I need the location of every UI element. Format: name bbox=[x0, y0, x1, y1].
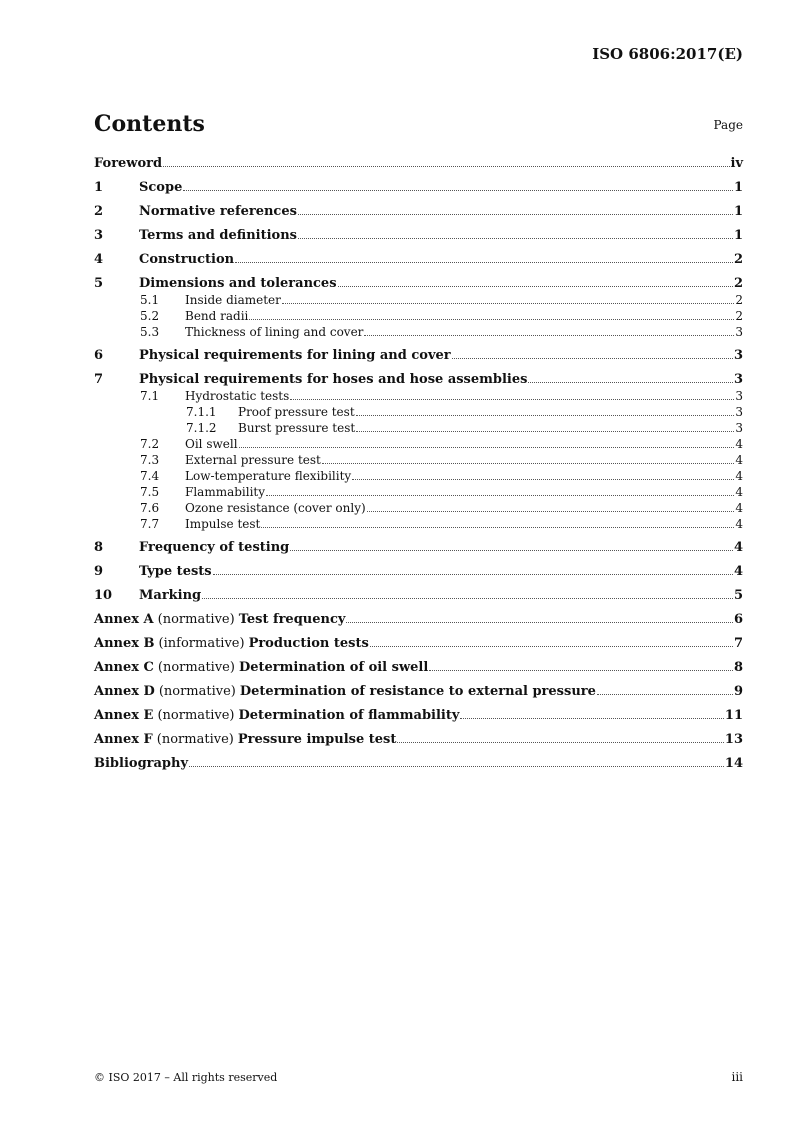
annex-title: Determination of flammability bbox=[238, 708, 460, 723]
dot-leader bbox=[356, 414, 735, 416]
toc-entry-page: 6 bbox=[733, 612, 743, 627]
toc-entry-hoses-assemblies[interactable] bbox=[94, 372, 743, 388]
toc-entry-title: Hydrostatic tests bbox=[185, 389, 290, 403]
toc-entry-construction[interactable] bbox=[94, 252, 743, 268]
toc-entry-title: Low-temperature flexibility bbox=[185, 469, 352, 483]
toc-entry-title: Terms and definitions bbox=[139, 228, 297, 243]
toc-entry-number: 7.2 bbox=[140, 437, 160, 451]
dot-leader bbox=[364, 334, 734, 336]
page-number: iii bbox=[731, 1070, 743, 1084]
toc-annex-f[interactable] bbox=[94, 732, 743, 748]
toc-entry-type-tests[interactable] bbox=[94, 564, 743, 580]
dot-leader bbox=[202, 597, 733, 599]
toc-entry-title: Bibliography bbox=[94, 756, 189, 771]
toc-entry-title: Proof pressure test bbox=[238, 405, 355, 419]
toc-entry-page: 9 bbox=[733, 684, 743, 699]
toc-entry-page: 4 bbox=[733, 540, 743, 555]
dot-leader bbox=[528, 381, 732, 383]
dot-leader bbox=[213, 573, 733, 575]
toc-entry-page: 7 bbox=[733, 636, 743, 651]
toc-entry-page: 4 bbox=[735, 501, 743, 515]
toc-entry-page: 1 bbox=[733, 204, 743, 219]
annex-label: Annex E bbox=[94, 708, 154, 723]
toc-entry-lining-cover[interactable] bbox=[94, 348, 743, 364]
dot-leader bbox=[452, 357, 733, 359]
dot-leader bbox=[290, 398, 734, 400]
toc-entry-page: 11 bbox=[724, 708, 743, 723]
toc-entry-frequency-testing[interactable] bbox=[94, 540, 743, 556]
toc-entry-page: 3 bbox=[735, 389, 743, 403]
dot-leader bbox=[235, 261, 733, 263]
annex-title: Pressure impulse test bbox=[237, 732, 397, 747]
toc-entry-number: 6 bbox=[94, 348, 104, 363]
toc-subentry-7-1-1[interactable] bbox=[94, 404, 743, 420]
toc-entry-normative-references[interactable] bbox=[94, 204, 743, 220]
toc-entry-page: 4 bbox=[735, 453, 743, 467]
toc-entry-page: 3 bbox=[733, 372, 743, 387]
toc-subentry-5-3[interactable] bbox=[94, 324, 743, 340]
toc-entry-number: 3 bbox=[94, 228, 104, 243]
dot-leader bbox=[397, 741, 724, 743]
annex-kind: (informative) bbox=[158, 636, 245, 651]
toc-entry-number: 4 bbox=[94, 252, 104, 267]
dot-leader bbox=[597, 693, 733, 695]
toc-entry-title: Ozone resistance (cover only) bbox=[185, 501, 366, 515]
toc-entry-title: Marking bbox=[139, 588, 202, 603]
toc-entry-page: 4 bbox=[735, 485, 743, 499]
toc-entry-page: 2 bbox=[733, 276, 743, 291]
toc-entry-number: 7.3 bbox=[140, 453, 160, 467]
toc-entry-page: 3 bbox=[735, 405, 743, 419]
toc-entry-title: Inside diameter bbox=[185, 293, 281, 307]
toc-subentry-7-1[interactable] bbox=[94, 388, 743, 404]
toc-entry-number: 9 bbox=[94, 564, 104, 579]
annex-label: Annex B bbox=[94, 636, 155, 651]
toc-entry-title: Burst pressure test bbox=[238, 421, 356, 435]
annex-kind: (normative) bbox=[157, 612, 235, 627]
dot-leader bbox=[249, 318, 734, 320]
toc-entry-number: 7.6 bbox=[140, 501, 160, 515]
toc-entry-page: 2 bbox=[733, 252, 743, 267]
toc-entry-terms-definitions[interactable] bbox=[94, 228, 743, 244]
toc-entry-title: Type tests bbox=[139, 564, 212, 579]
toc-entry-number: 2 bbox=[94, 204, 104, 219]
table-of-contents bbox=[94, 156, 743, 772]
toc-entry-number: 7.1.1 bbox=[186, 405, 217, 419]
toc-subentry-7-6[interactable] bbox=[94, 500, 743, 516]
toc-entry-page: 3 bbox=[735, 421, 743, 435]
dot-leader bbox=[346, 621, 733, 623]
annex-label: Annex D bbox=[94, 684, 155, 699]
dot-leader bbox=[282, 302, 734, 304]
toc-entry-number: 5.1 bbox=[140, 293, 160, 307]
toc-entry-title: Scope bbox=[139, 180, 183, 195]
page-column-label: Page bbox=[713, 118, 743, 132]
dot-leader bbox=[266, 494, 734, 496]
toc-subentry-5-2[interactable] bbox=[94, 308, 743, 324]
toc-entry-title: Dimensions and tolerances bbox=[139, 276, 337, 291]
toc-entry-number: 1 bbox=[94, 180, 104, 195]
toc-entry-page: 2 bbox=[735, 293, 743, 307]
toc-annex-d[interactable] bbox=[94, 684, 743, 700]
toc-entry-title: Oil swell bbox=[185, 437, 238, 451]
toc-entry-number: 7 bbox=[94, 372, 104, 387]
dot-leader bbox=[261, 526, 734, 528]
toc-entry-page: 14 bbox=[724, 756, 743, 771]
contents-title: Contents bbox=[94, 111, 205, 137]
dot-leader bbox=[356, 430, 734, 432]
toc-entry-number: 7.1 bbox=[140, 389, 160, 403]
toc-entry-title: Thickness of lining and cover bbox=[185, 325, 364, 339]
toc-entry-page: iv bbox=[730, 156, 743, 171]
annex-kind: (normative) bbox=[158, 684, 236, 699]
toc-annex-a[interactable] bbox=[94, 612, 743, 628]
dot-leader bbox=[189, 765, 724, 767]
annex-kind: (normative) bbox=[157, 708, 235, 723]
dot-leader bbox=[370, 645, 733, 647]
toc-entry-page: 1 bbox=[733, 228, 743, 243]
toc-entry-number: 5.2 bbox=[140, 309, 160, 323]
annex-label: Annex F bbox=[94, 732, 153, 747]
toc-annex-c[interactable] bbox=[94, 660, 743, 676]
copyright-notice: © ISO 2017 – All rights reserved bbox=[94, 1071, 278, 1084]
annex-label: Annex C bbox=[94, 660, 154, 675]
toc-entry-page: 3 bbox=[733, 348, 743, 363]
dot-leader bbox=[338, 285, 733, 287]
annex-kind: (normative) bbox=[157, 660, 235, 675]
toc-entry-number: 7.5 bbox=[140, 485, 160, 499]
toc-entry-title: Bend radii bbox=[185, 309, 249, 323]
toc-entry-page: 4 bbox=[735, 469, 743, 483]
dot-leader bbox=[322, 462, 735, 464]
toc-annex-e[interactable] bbox=[94, 708, 743, 724]
toc-entry-title: Normative references bbox=[139, 204, 297, 219]
dot-leader bbox=[298, 213, 733, 215]
toc-entry-number: 7.7 bbox=[140, 517, 160, 531]
annex-kind: (normative) bbox=[156, 732, 234, 747]
document-code: ISO 6806:2017(E) bbox=[592, 45, 743, 63]
toc-entry-title: External pressure test bbox=[185, 453, 321, 467]
toc-entry-page: 4 bbox=[735, 517, 743, 531]
toc-subentry-7-3[interactable] bbox=[94, 452, 743, 468]
dot-leader bbox=[239, 446, 735, 448]
toc-entry-page: 3 bbox=[735, 325, 743, 339]
toc-entry-title: Physical requirements for hoses and hose assemblies bbox=[139, 372, 528, 387]
toc-entry-dimensions-tolerances[interactable] bbox=[94, 276, 743, 292]
dot-leader bbox=[290, 549, 733, 551]
toc-subentry-7-7[interactable] bbox=[94, 516, 743, 532]
toc-subentry-7-2[interactable] bbox=[94, 436, 743, 452]
annex-title: Production tests bbox=[248, 636, 369, 651]
toc-entry-number: 7.4 bbox=[140, 469, 160, 483]
dot-leader bbox=[298, 237, 733, 239]
dot-leader bbox=[163, 165, 729, 167]
toc-entry-page: 2 bbox=[735, 309, 743, 323]
toc-entry-title: Impulse test bbox=[185, 517, 261, 531]
toc-entry-number: 10 bbox=[94, 588, 113, 603]
toc-entry-number: 5.3 bbox=[140, 325, 160, 339]
toc-entry-page: 13 bbox=[724, 732, 743, 747]
dot-leader bbox=[460, 717, 723, 719]
dot-leader bbox=[183, 189, 733, 191]
toc-entry-page: 4 bbox=[733, 564, 743, 579]
toc-subentry-7-4[interactable] bbox=[94, 468, 743, 484]
annex-title: Test frequency bbox=[238, 612, 346, 627]
annex-label: Annex A bbox=[94, 612, 154, 627]
toc-subentry-7-1-2[interactable] bbox=[94, 420, 743, 436]
toc-entry-scope[interactable] bbox=[94, 180, 743, 196]
toc-entry-title: Flammability bbox=[185, 485, 266, 499]
toc-entry-title: Frequency of testing bbox=[139, 540, 290, 555]
toc-entry-title: Construction bbox=[139, 252, 235, 267]
dot-leader bbox=[429, 669, 733, 671]
annex-title: Determination of resistance to external pressure bbox=[239, 684, 596, 699]
dot-leader bbox=[352, 478, 734, 480]
toc-annex-b[interactable] bbox=[94, 636, 743, 652]
toc-entry-number: 8 bbox=[94, 540, 104, 555]
toc-entry-title: Physical requirements for lining and cover bbox=[139, 348, 451, 363]
toc-subentry-7-5[interactable] bbox=[94, 484, 743, 500]
toc-entry-page: 8 bbox=[733, 660, 743, 675]
toc-entry-page: 1 bbox=[733, 180, 743, 195]
toc-subentry-5-1[interactable] bbox=[94, 292, 743, 308]
toc-entry-page: 5 bbox=[733, 588, 743, 603]
toc-entry-bibliography[interactable] bbox=[94, 756, 743, 772]
toc-entry-title: Foreword bbox=[94, 156, 163, 171]
toc-entry-page: 4 bbox=[735, 437, 743, 451]
annex-title: Determination of oil swell bbox=[238, 660, 429, 675]
dot-leader bbox=[367, 510, 735, 512]
toc-entry-number: 5 bbox=[94, 276, 104, 291]
toc-entry-marking[interactable] bbox=[94, 588, 743, 604]
toc-entry-number: 7.1.2 bbox=[186, 421, 217, 435]
toc-entry-foreword[interactable] bbox=[94, 156, 743, 172]
